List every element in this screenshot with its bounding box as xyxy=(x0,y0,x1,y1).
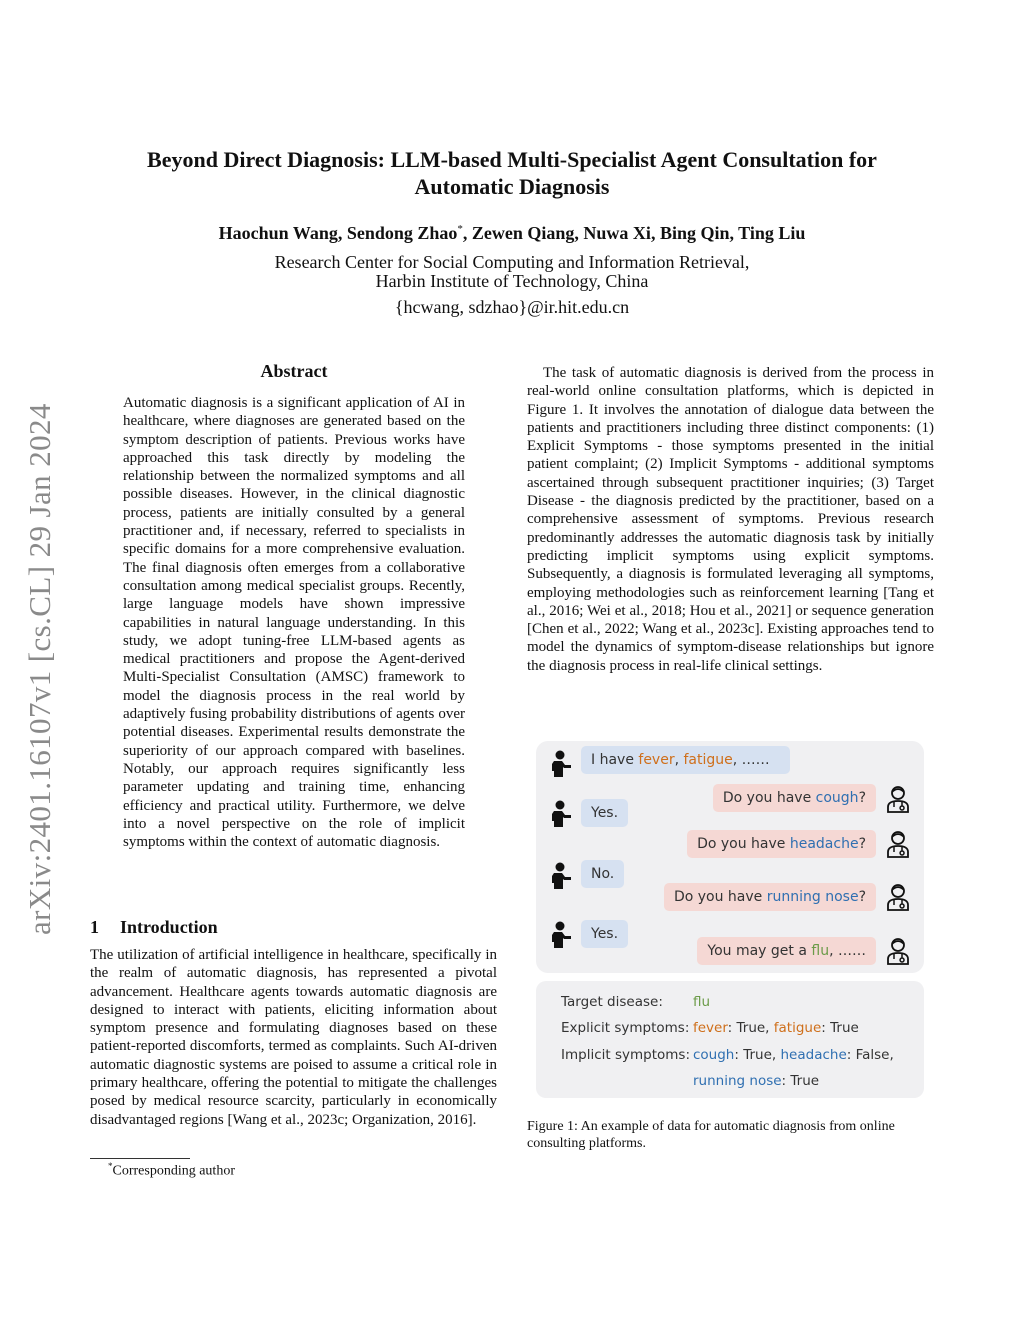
bubble-text: , …… xyxy=(829,943,866,959)
target-disease-row xyxy=(561,994,710,1010)
bubble-text: Do you have xyxy=(697,836,790,852)
bubble-text: ? xyxy=(858,889,866,905)
figure-dialogue-panel xyxy=(536,741,924,973)
patient-reply-bubble: No. xyxy=(581,860,624,888)
bubble-text: , …… xyxy=(732,752,770,768)
patient-complaint-bubble xyxy=(581,746,790,774)
bubble-text: ? xyxy=(858,836,866,852)
title-line-2: Automatic Diagnosis xyxy=(414,174,610,199)
author: Nuwa Xi xyxy=(583,223,651,243)
implicit-symptom: cough xyxy=(693,1047,735,1063)
symptom-value: : True, xyxy=(727,1020,774,1036)
implicit-symptom: headache xyxy=(789,836,859,852)
bubble-text: I have xyxy=(591,752,639,768)
implicit-symptom: running nose xyxy=(766,889,859,905)
title-line-1: Beyond Direct Diagnosis: LLM-based Multi-Specialist Agent Consultation for xyxy=(147,147,877,172)
affiliation-line-2: Harbin Institute of Technology, China xyxy=(375,271,649,291)
implicit-symptoms-row xyxy=(561,1047,894,1063)
affiliation xyxy=(90,253,934,291)
implicit-symptoms-row-cont xyxy=(693,1073,819,1089)
row-label: Implicit symptoms: xyxy=(561,1047,690,1063)
footnote-text: Corresponding author xyxy=(112,1163,235,1179)
author: Bing Qin xyxy=(659,223,730,243)
bubble-text: ? xyxy=(858,790,866,806)
target-disease-value: flu xyxy=(693,994,711,1010)
footnote-mark: * xyxy=(108,1161,113,1171)
row-label: Target disease: xyxy=(561,994,663,1010)
doctor-icon xyxy=(885,937,911,965)
patient-reply-bubble: Yes. xyxy=(581,920,628,948)
bubble-text: You may get a xyxy=(707,943,812,959)
doctor-question-bubble xyxy=(664,883,876,911)
patient-icon xyxy=(548,750,574,778)
explicit-symptom: fatigue xyxy=(683,752,733,768)
implicit-symptom: running nose xyxy=(693,1073,782,1089)
doctor-question-bubble xyxy=(687,830,876,858)
author-email: {hcwang, sdzhao}@ir.hit.edu.cn xyxy=(394,297,630,317)
figure-annotation-panel xyxy=(536,981,924,1098)
symptom-value: : False, xyxy=(846,1047,894,1063)
doctor-question-bubble xyxy=(713,784,876,812)
right-column-paragraph: The task of automatic diagnosis is derived from the process in real-world online consultation platforms, which is depicted in Figure 1. It involves the annotation of dialogue data between the patients and practitioners including three distinct components: (1) Explicit Symptoms - those symptoms presented in the initial patient complaint; (2) Implicit Symptoms - additional symptoms ascertained through subsequent practitioner inquiries; (3) Target Disease - the diagnosis predicted by the practitioner, based on a comprehensive assessment of symptoms. Previous research predominantly addresses the automatic diagnosis task by initially predicting implicit symptoms using explicit symptoms. Subsequently, a diagnosis is formulated leveraging all symptoms, employing methodologies such as reinforcement learning [Tang et al., 2016; Wei et al., 2018; Hou et al., 2021] or sequence generation [Chen et al., 2022; Wang et al., 2023c]. Existing approaches tend to model the dynamics of symptom-disease relationships but ignore the diagnosis process in real-life clinical settings. xyxy=(527,365,934,674)
footnote-rule xyxy=(90,1158,190,1159)
bubble-text: Do you have xyxy=(722,790,816,806)
affiliation-line-1: Research Center for Social Computing and Information Retrieval, xyxy=(274,252,750,272)
footnote xyxy=(108,1161,235,1180)
arxiv-stamp: arXiv:2401.16107v1 [cs.CL] 29 Jan 2024 xyxy=(22,403,57,935)
patient-reply-bubble: Yes. xyxy=(581,799,628,827)
explicit-symptom: fatigue xyxy=(773,1020,822,1036)
explicit-symptom: fever xyxy=(638,752,675,768)
doctor-icon xyxy=(885,883,911,911)
patient-icon xyxy=(548,862,574,890)
patient-icon xyxy=(548,921,574,949)
paper-title xyxy=(90,146,934,200)
author-list: Haochun Wang, Sendong Zhao*, Zewen Qiang, Nuwa Xi, Bing Qin, Ting Liu xyxy=(218,223,806,243)
explicit-symptoms-row xyxy=(561,1020,859,1036)
symptom-value: : True xyxy=(781,1073,820,1089)
doctor-icon xyxy=(885,785,911,813)
author: Sendong Zhao xyxy=(346,223,458,243)
patient-icon xyxy=(548,800,574,828)
explicit-symptom: fever xyxy=(693,1020,728,1036)
bubble-text: Do you have xyxy=(673,889,767,905)
implicit-symptom: headache xyxy=(780,1047,847,1063)
row-label: Explicit symptoms: xyxy=(561,1020,690,1036)
symptom-value: : True, xyxy=(734,1047,781,1063)
introduction-heading xyxy=(90,917,218,938)
bubble-text: , xyxy=(674,752,684,768)
section-number: 1 xyxy=(90,917,99,937)
abstract-heading: Abstract xyxy=(260,361,328,381)
target-disease: flu xyxy=(811,943,830,959)
corresponding-mark: * xyxy=(457,223,463,235)
doctor-diagnosis-bubble xyxy=(697,937,876,965)
author: Ting Liu xyxy=(738,223,806,243)
section-title: Introduction xyxy=(120,917,218,937)
symptom-value: : True xyxy=(821,1020,859,1036)
author: Zewen Qiang xyxy=(471,223,575,243)
figure-caption: Figure 1: An example of data for automatic diagnosis from online consulting platforms. xyxy=(527,1119,895,1151)
introduction-text: The utilization of artificial intelligence in healthcare, specifically in the realm of automatic diagnosis, has represented a pivotal advancement. Healthcare agents towards automatic diagnosis are designed to interact with patients, eliciting information about symptom presence and formulating diagnoses based on these patient-reported discomforts, termed as complaints. Such AI-driven automatic diagnostic systems are poised to assume a critical role in primary healthcare, offering the potential to mitigate the challenges posed by medical resource scarcity, particularly in economically disadvantaged regions [Wang et al., 2023c; Organization, 2016]. xyxy=(90,947,497,1128)
doctor-icon xyxy=(885,830,911,858)
implicit-symptom: cough xyxy=(815,790,859,806)
author: Haochun Wang xyxy=(218,223,338,243)
abstract-text: Automatic diagnosis is a significant application of AI in healthcare, where diagnoses are generated based on the symptom description of patients. Previous works have approached this task directly by modeling the relationship between the normalized symptoms and all possible diseases. However, in the clinical diagnostic process, patients are initially consulted by a general practitioner and, if necessary, referred to specialists in specific domains for a more comprehensive evaluation. The final diagnosis often emerges from a collaborative consultation among medical specialist groups. Recently, large language models have shown impressive capabilities in natural language understanding. In this study, we adopt tuning-free LLM-based agents as medical practitioners and propose the Agent-derived Multi-Specialist Consultation (AMSC) framework to model the diagnosis process in the real world by adaptively fusing probability distributions of agents over potential diseases. Experimental results demonstrate the superiority of our approach compared with baselines. Notably, our approach requires significantly less parameter updating and training time, enhancing efficiency and practical utility. Furthermore, we delve into a novel perspective on the role of implicit symptoms within the context of automatic diagnosis. xyxy=(123,395,465,851)
